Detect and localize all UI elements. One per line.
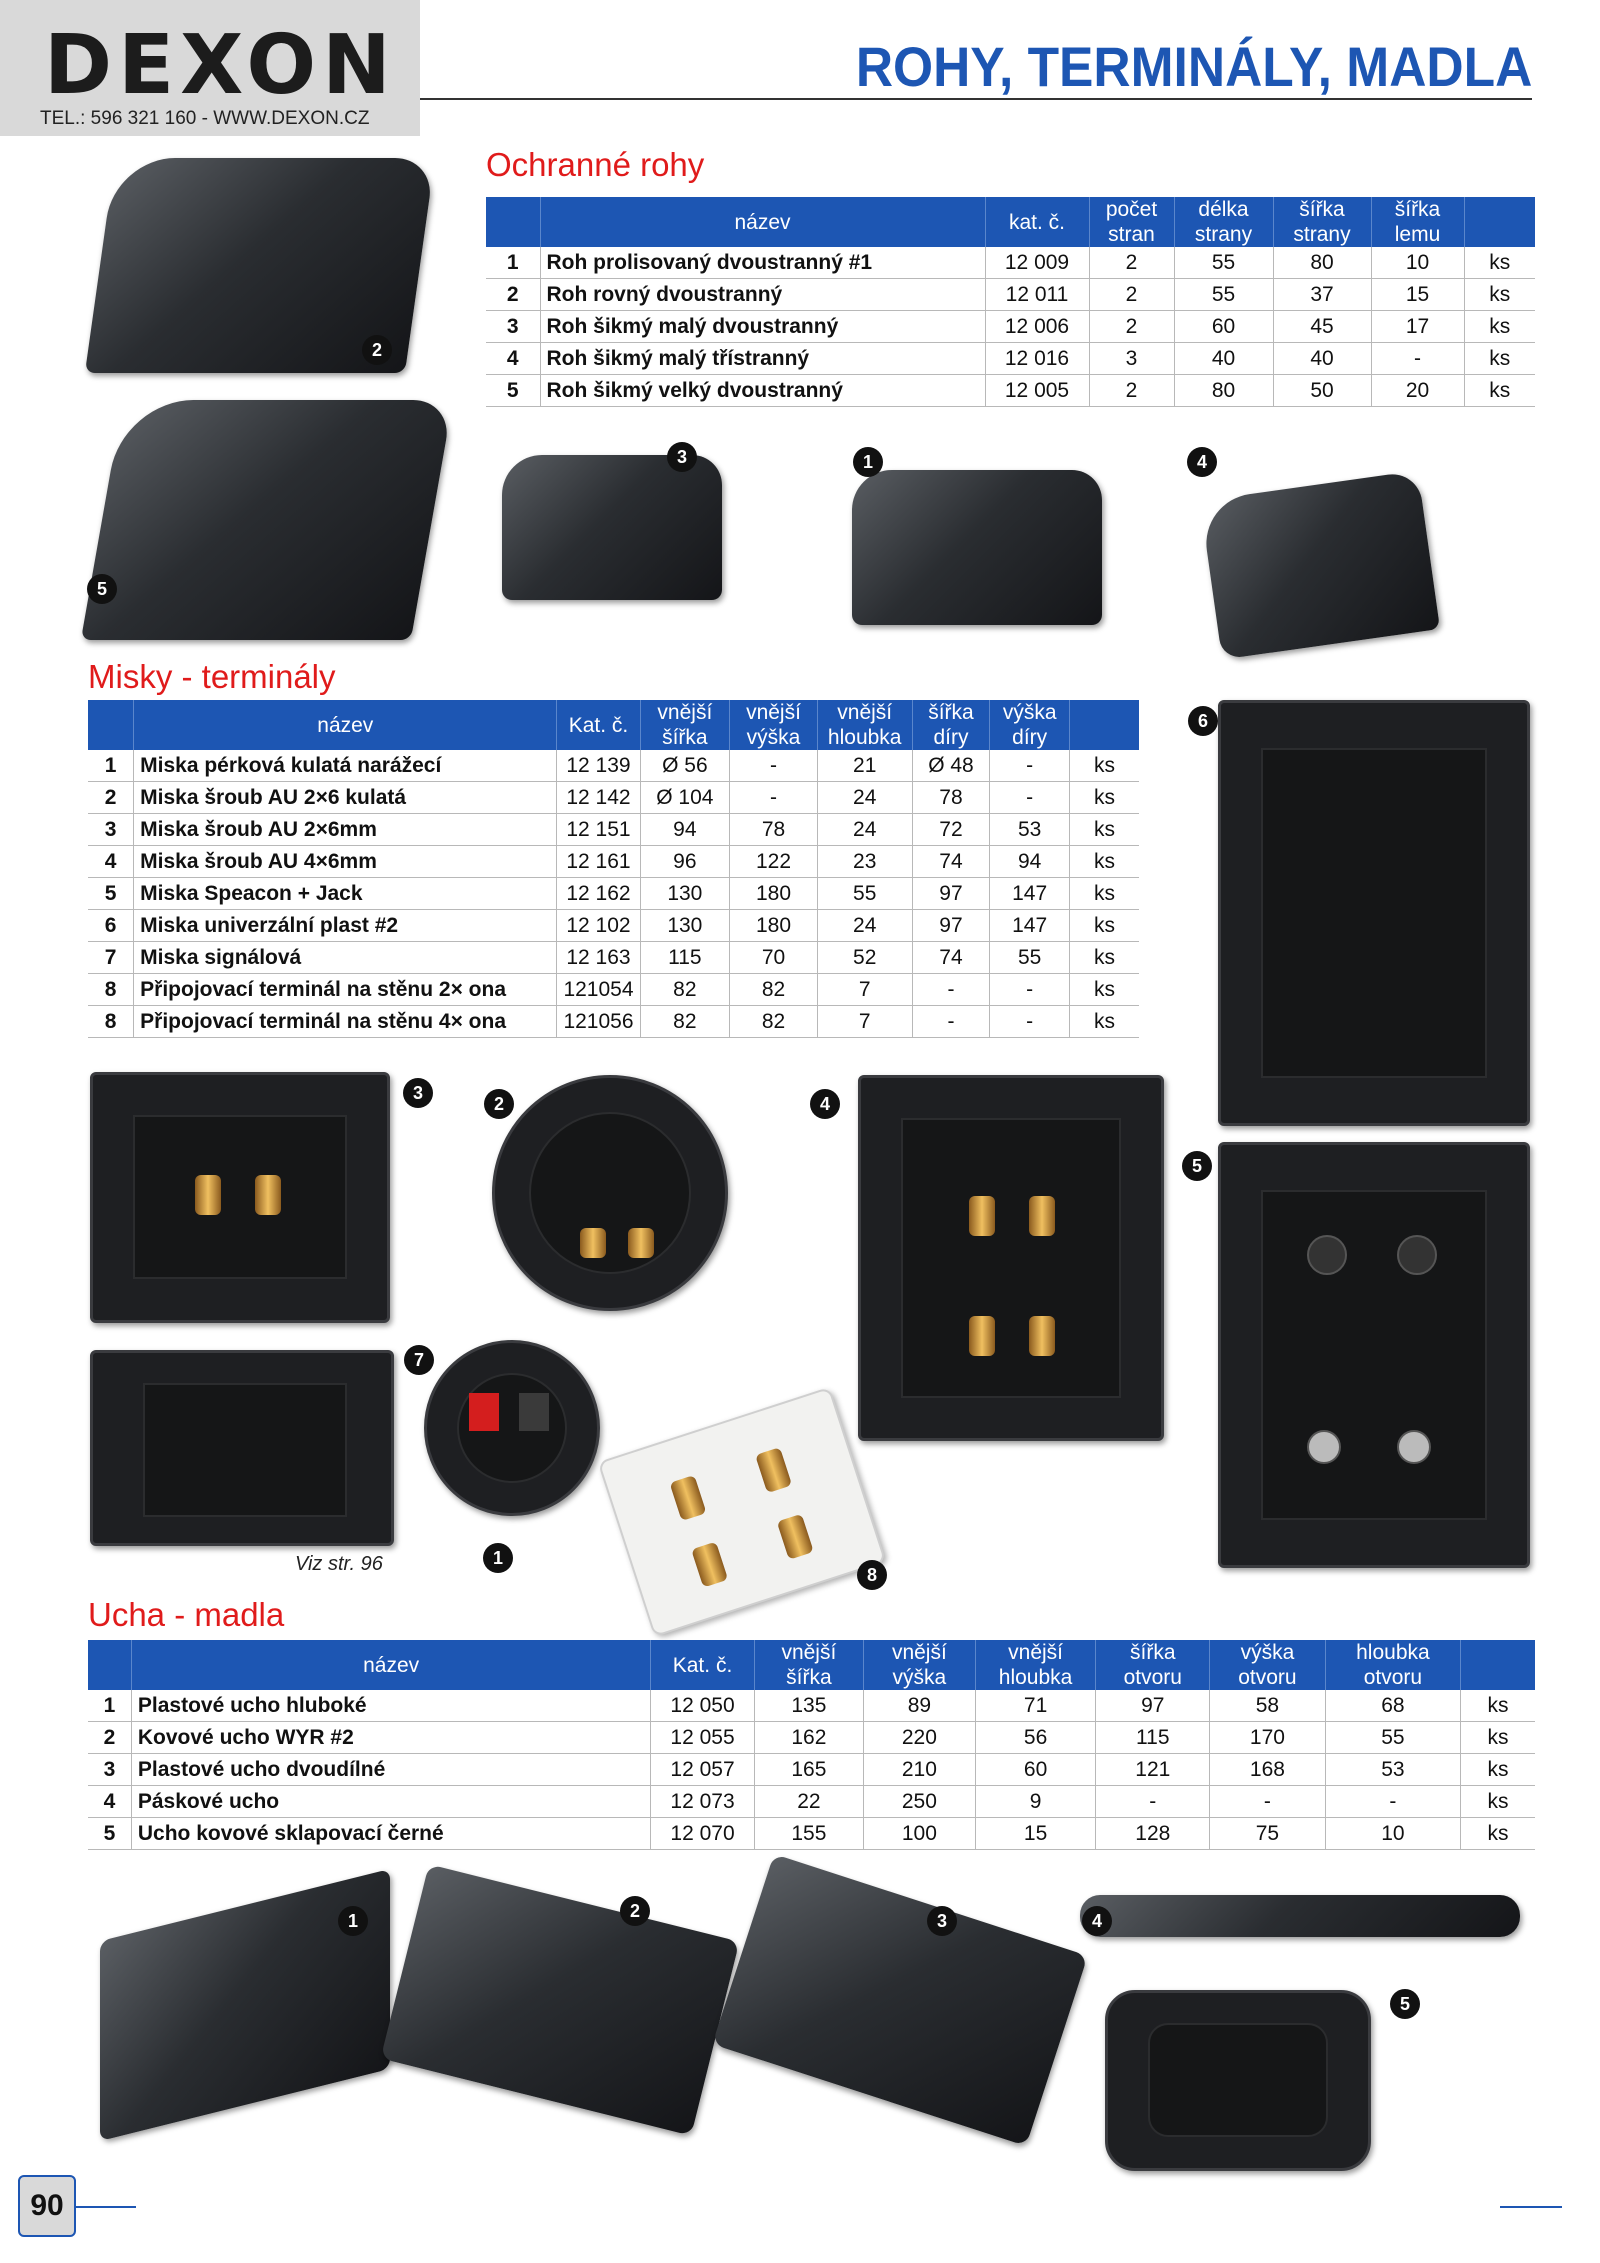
corner-product-4-image (1200, 470, 1440, 659)
table-cell: - (1096, 1786, 1210, 1818)
table-cell: 7 (817, 974, 912, 1006)
table-cell: 96 (640, 846, 730, 878)
terminal-product-3-image (90, 1072, 390, 1323)
table-cell: 7 (817, 1006, 912, 1038)
page-title: ROHY, TERMINÁLY, MADLA (855, 35, 1532, 98)
table-cell: 45 (1273, 311, 1371, 343)
table-cell: ks (1464, 311, 1535, 343)
table-cell: 5 (88, 1818, 131, 1850)
table-cell: ks (1070, 942, 1139, 974)
table-row (88, 846, 1139, 878)
table-cell: - (990, 974, 1070, 1006)
column-header: počet stran (1089, 197, 1174, 247)
handle-product-3-image (712, 1854, 1088, 2146)
terminal-product-6-image (1218, 700, 1530, 1126)
table-cell: 4 (88, 1786, 131, 1818)
table-cell: ks (1070, 750, 1139, 782)
table-cell: 97 (1096, 1690, 1210, 1722)
table-cell: 78 (730, 814, 818, 846)
table-cell: 55 (1174, 247, 1273, 279)
table-row (88, 1818, 1535, 1850)
table-cell: 12 139 (557, 750, 640, 782)
table-cell: 2 (486, 279, 540, 311)
badge-4: 4 (1187, 447, 1217, 477)
table-cell: Ø 48 (912, 750, 990, 782)
column-header (1464, 197, 1535, 247)
table-row (88, 942, 1139, 974)
table-cell: 53 (1325, 1754, 1460, 1786)
column-header: vnější hloubka (975, 1640, 1096, 1690)
terminal-product-4-image (858, 1075, 1164, 1441)
table-cell: 168 (1210, 1754, 1326, 1786)
handle-product-4-image (1080, 1895, 1520, 1937)
table-cell: 12 011 (985, 279, 1089, 311)
column-header: šířka strany (1273, 197, 1371, 247)
footer-rule-left (74, 2206, 136, 2208)
table-cell: Páskové ucho (131, 1786, 651, 1818)
table-cell: Ucho kovové sklapovací černé (131, 1818, 651, 1850)
table-row (486, 247, 1535, 279)
section-title-terminals: Misky - terminály (88, 658, 336, 695)
see-page-caption: Viz str. 96 (295, 1553, 383, 1575)
badge-3: 3 (667, 442, 697, 472)
table-cell: ks (1070, 814, 1139, 846)
corners-table (486, 197, 1535, 407)
table-cell: 12 057 (651, 1754, 754, 1786)
table-cell: 74 (912, 846, 990, 878)
table-cell: 24 (817, 814, 912, 846)
table-cell: 12 006 (985, 311, 1089, 343)
table-cell: ks (1464, 343, 1535, 375)
table-cell: 24 (817, 910, 912, 942)
table-cell: - (730, 782, 818, 814)
table-cell: 130 (640, 910, 730, 942)
table-cell: 24 (817, 782, 912, 814)
column-header (1070, 700, 1139, 750)
column-header: šířka lemu (1371, 197, 1464, 247)
table-cell: 82 (730, 1006, 818, 1038)
table-cell: Miska signálová (134, 942, 557, 974)
table-cell: Miska šroub AU 2×6 kulatá (134, 782, 557, 814)
table-cell: 94 (640, 814, 730, 846)
table-cell: 170 (1210, 1722, 1326, 1754)
table-cell: 12 073 (651, 1786, 754, 1818)
table-header-row (88, 700, 1139, 750)
column-header (88, 700, 134, 750)
contact-line: TEL.: 596 321 160 - WWW.DEXON.CZ (40, 108, 370, 129)
table-cell: - (990, 750, 1070, 782)
corner-product-3-image (502, 455, 722, 600)
table-row (88, 1786, 1535, 1818)
table-cell: 12 162 (557, 878, 640, 910)
column-header: vnější výška (864, 1640, 976, 1690)
table-cell: 10 (1371, 247, 1464, 279)
handle-product-5-image (1105, 1990, 1371, 2171)
badge-1: 1 (338, 1906, 368, 1936)
table-cell: ks (1461, 1690, 1535, 1722)
table-cell: 56 (975, 1722, 1096, 1754)
table-cell: 12 161 (557, 846, 640, 878)
table-cell: 4 (88, 846, 134, 878)
table-cell: 55 (817, 878, 912, 910)
table-cell: 7 (88, 942, 134, 974)
badge-8: 8 (857, 1560, 887, 1590)
table-cell: 1 (486, 247, 540, 279)
column-header: výška otvoru (1210, 1640, 1326, 1690)
table-cell: 89 (864, 1690, 976, 1722)
table-cell: 6 (88, 910, 134, 942)
table-row (88, 750, 1139, 782)
column-header: šířka otvoru (1096, 1640, 1210, 1690)
table-cell: 130 (640, 878, 730, 910)
table-cell: Připojovací terminál na stěnu 4× ona (134, 1006, 557, 1038)
terminals-table (88, 700, 1139, 1038)
table-cell: ks (1461, 1818, 1535, 1850)
table-cell: 128 (1096, 1818, 1210, 1850)
table-cell: - (990, 1006, 1070, 1038)
table-cell: - (912, 974, 990, 1006)
table-cell: 2 (88, 782, 134, 814)
table-cell: - (1210, 1786, 1326, 1818)
column-header: šířka díry (912, 700, 990, 750)
table-cell: 8 (88, 1006, 134, 1038)
table-row (88, 1006, 1139, 1038)
footer-rule-right (1500, 2206, 1562, 2208)
table-cell: 180 (730, 878, 818, 910)
table-cell: 20 (1371, 375, 1464, 407)
table-cell: 2 (1089, 247, 1174, 279)
column-header (1461, 1640, 1535, 1690)
corner-product-1-image (852, 470, 1102, 625)
table-cell: 12 050 (651, 1690, 754, 1722)
table-cell: 55 (1174, 279, 1273, 311)
table-cell: ks (1461, 1754, 1535, 1786)
table-cell: Miska pérková kulatá narážecí (134, 750, 557, 782)
table-cell: 97 (912, 910, 990, 942)
table-cell: 12 142 (557, 782, 640, 814)
column-header: Kat. č. (651, 1640, 754, 1690)
table-cell: 72 (912, 814, 990, 846)
table-cell: 250 (864, 1786, 976, 1818)
table-cell: 115 (1096, 1722, 1210, 1754)
column-header: vnější šířka (754, 1640, 863, 1690)
column-header: vnější výška (730, 700, 818, 750)
logo: DEXON (44, 18, 397, 113)
column-header: výška díry (990, 700, 1070, 750)
section-title-handles: Ucha - madla (88, 1596, 285, 1633)
table-cell: 2 (1089, 375, 1174, 407)
table-cell: 82 (640, 974, 730, 1006)
table-cell: 210 (864, 1754, 976, 1786)
table-cell: 75 (1210, 1818, 1326, 1850)
table-cell: 12 009 (985, 247, 1089, 279)
table-cell: Miska šroub AU 2×6mm (134, 814, 557, 846)
table-cell: 10 (1325, 1818, 1460, 1850)
badge-1: 1 (483, 1543, 513, 1573)
table-cell: 68 (1325, 1690, 1460, 1722)
table-cell: 12 163 (557, 942, 640, 974)
table-row (88, 974, 1139, 1006)
table-cell: 147 (990, 878, 1070, 910)
terminal-product-8-image (598, 1387, 887, 1637)
table-cell: Plastové ucho dvoudílné (131, 1754, 651, 1786)
table-cell: ks (1464, 279, 1535, 311)
table-cell: ks (1070, 846, 1139, 878)
table-cell: 50 (1273, 375, 1371, 407)
table-cell: ks (1070, 1006, 1139, 1038)
table-header-row (88, 1640, 1535, 1690)
table-cell: 17 (1371, 311, 1464, 343)
table-cell: 12 016 (985, 343, 1089, 375)
column-header: hloubka otvoru (1325, 1640, 1460, 1690)
table-cell: 22 (754, 1786, 863, 1818)
table-header-row (486, 197, 1535, 247)
table-cell: 40 (1174, 343, 1273, 375)
badge-3: 3 (927, 1906, 957, 1936)
table-cell: 60 (975, 1754, 1096, 1786)
table-cell: 121056 (557, 1006, 640, 1038)
table-cell: 15 (1371, 279, 1464, 311)
table-cell: 60 (1174, 311, 1273, 343)
table-cell: 70 (730, 942, 818, 974)
column-header: vnější šířka (640, 700, 730, 750)
column-header (486, 197, 540, 247)
table-cell: 12 055 (651, 1722, 754, 1754)
table-cell: 12 070 (651, 1818, 754, 1850)
table-cell: Roh prolisovaný dvoustranný #1 (540, 247, 985, 279)
table-row (486, 311, 1535, 343)
table-cell: 97 (912, 878, 990, 910)
terminal-product-1-image (424, 1340, 600, 1516)
table-cell: 162 (754, 1722, 863, 1754)
table-cell: ks (1461, 1786, 1535, 1818)
terminal-product-7-image (90, 1350, 394, 1546)
table-cell: 4 (486, 343, 540, 375)
handles-table (88, 1640, 1535, 1850)
table-cell: 55 (990, 942, 1070, 974)
column-header: vnější hloubka (817, 700, 912, 750)
table-cell: 40 (1273, 343, 1371, 375)
table-cell: 12 151 (557, 814, 640, 846)
table-cell: Kovové ucho WYR #2 (131, 1722, 651, 1754)
table-cell: 12 102 (557, 910, 640, 942)
table-cell: 74 (912, 942, 990, 974)
table-cell: 1 (88, 750, 134, 782)
table-cell: 2 (1089, 311, 1174, 343)
column-header: délka strany (1174, 197, 1273, 247)
table-cell: 9 (975, 1786, 1096, 1818)
table-cell: Roh šikmý malý třístranný (540, 343, 985, 375)
table-cell: Plastové ucho hluboké (131, 1690, 651, 1722)
column-header: název (134, 700, 557, 750)
table-cell: ks (1070, 974, 1139, 1006)
table-cell: 37 (1273, 279, 1371, 311)
table-cell: 23 (817, 846, 912, 878)
table-row (88, 878, 1139, 910)
page-number: 90 (18, 2175, 76, 2237)
badge-7: 7 (404, 1345, 434, 1375)
terminal-product-5-image (1218, 1142, 1530, 1568)
table-cell: 165 (754, 1754, 863, 1786)
table-row (486, 343, 1535, 375)
table-cell: 82 (730, 974, 818, 1006)
table-cell: 78 (912, 782, 990, 814)
column-header: název (131, 1640, 651, 1690)
table-cell: 180 (730, 910, 818, 942)
table-cell: 155 (754, 1818, 863, 1850)
column-header: Kat. č. (557, 700, 640, 750)
badge-2: 2 (362, 335, 392, 365)
table-cell: 58 (1210, 1690, 1326, 1722)
badge-4: 4 (1082, 1906, 1112, 1936)
table-cell: - (1371, 343, 1464, 375)
table-cell: 5 (88, 878, 134, 910)
table-cell: 2 (1089, 279, 1174, 311)
table-cell: 122 (730, 846, 818, 878)
table-cell: 15 (975, 1818, 1096, 1850)
table-cell: ks (1070, 878, 1139, 910)
table-cell: Miska univerzální plast #2 (134, 910, 557, 942)
table-cell: 5 (486, 375, 540, 407)
badge-4: 4 (810, 1089, 840, 1119)
table-cell: 3 (88, 814, 134, 846)
table-cell: ks (1461, 1722, 1535, 1754)
table-cell: Připojovací terminál na stěnu 2× ona (134, 974, 557, 1006)
table-cell: Ø 56 (640, 750, 730, 782)
table-cell: Miska Speacon + Jack (134, 878, 557, 910)
table-row (486, 375, 1535, 407)
terminal-product-2-image (492, 1075, 728, 1311)
table-row (88, 910, 1139, 942)
table-cell: 21 (817, 750, 912, 782)
badge-3: 3 (403, 1078, 433, 1108)
table-cell: 82 (640, 1006, 730, 1038)
table-cell: Roh šikmý malý dvoustranný (540, 311, 985, 343)
handle-product-2-image (381, 1864, 740, 2135)
badge-5: 5 (87, 574, 117, 604)
column-header: název (540, 197, 985, 247)
table-cell: 52 (817, 942, 912, 974)
table-cell: - (1325, 1786, 1460, 1818)
table-cell: - (990, 782, 1070, 814)
table-cell: 3 (486, 311, 540, 343)
table-cell: 135 (754, 1690, 863, 1722)
badge-2: 2 (620, 1896, 650, 1926)
table-cell: 80 (1174, 375, 1273, 407)
table-cell: 12 005 (985, 375, 1089, 407)
table-cell: 71 (975, 1690, 1096, 1722)
table-cell: 53 (990, 814, 1070, 846)
table-cell: 100 (864, 1818, 976, 1850)
section-title-corners: Ochranné rohy (486, 146, 705, 183)
table-cell: 3 (88, 1754, 131, 1786)
table-cell: Miska šroub AU 4×6mm (134, 846, 557, 878)
table-row (88, 1722, 1535, 1754)
table-cell: - (912, 1006, 990, 1038)
table-row (88, 1754, 1535, 1786)
table-cell: 80 (1273, 247, 1371, 279)
table-row (88, 782, 1139, 814)
table-cell: - (730, 750, 818, 782)
badge-2: 2 (484, 1089, 514, 1119)
table-cell: 94 (990, 846, 1070, 878)
table-cell: Roh rovný dvoustranný (540, 279, 985, 311)
table-cell: Ø 104 (640, 782, 730, 814)
table-cell: 8 (88, 974, 134, 1006)
badge-5: 5 (1390, 1989, 1420, 2019)
table-cell: 121054 (557, 974, 640, 1006)
badge-6: 6 (1188, 706, 1218, 736)
corner-product-5-image (81, 400, 453, 640)
column-header: kat. č. (985, 197, 1089, 247)
table-cell: 55 (1325, 1722, 1460, 1754)
table-cell: ks (1464, 247, 1535, 279)
table-cell: Roh šikmý velký dvoustranný (540, 375, 985, 407)
table-cell: 3 (1089, 343, 1174, 375)
table-row (486, 279, 1535, 311)
table-cell: ks (1464, 375, 1535, 407)
table-row (88, 1690, 1535, 1722)
table-cell: 1 (88, 1690, 131, 1722)
badge-5: 5 (1182, 1151, 1212, 1181)
table-cell: 220 (864, 1722, 976, 1754)
table-cell: 2 (88, 1722, 131, 1754)
badge-1: 1 (853, 447, 883, 477)
table-cell: 147 (990, 910, 1070, 942)
table-row (88, 814, 1139, 846)
table-cell: ks (1070, 782, 1139, 814)
table-cell: ks (1070, 910, 1139, 942)
title-rule (420, 98, 1532, 100)
table-cell: 115 (640, 942, 730, 974)
table-cell: 121 (1096, 1754, 1210, 1786)
column-header (88, 1640, 131, 1690)
